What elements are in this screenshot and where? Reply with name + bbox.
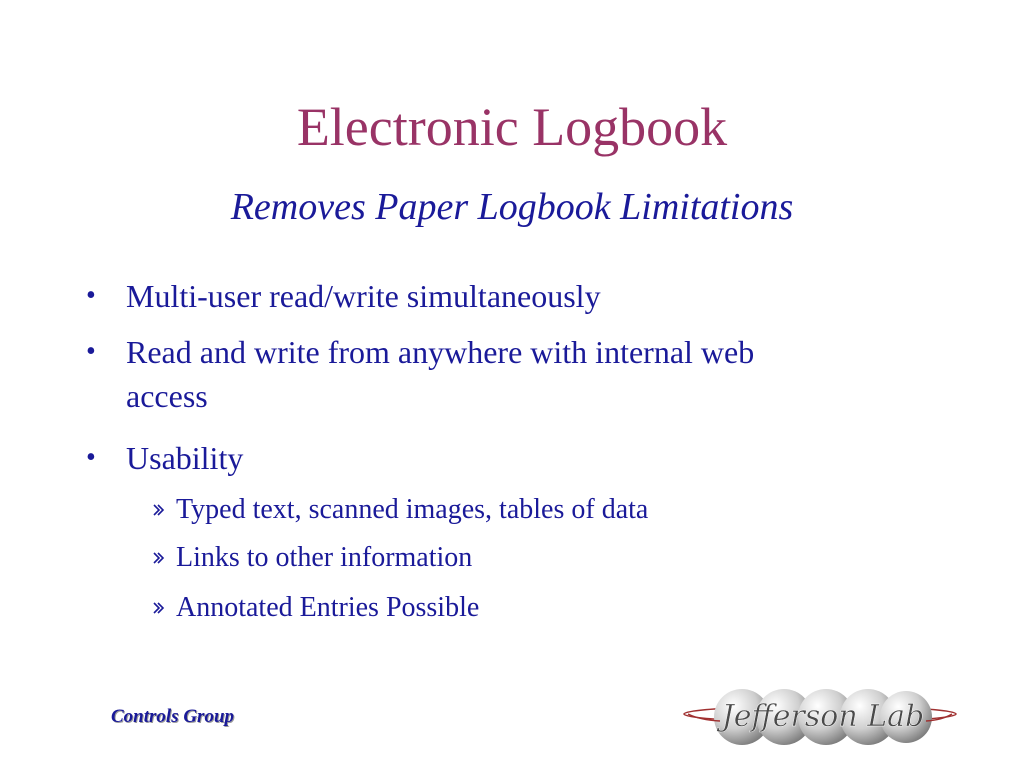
jefferson-lab-logo bbox=[680, 680, 960, 754]
bullet-item bbox=[86, 330, 926, 418]
bullet-item bbox=[86, 436, 926, 480]
chevron-right-icon bbox=[152, 601, 166, 615]
bullet-dot-icon: • bbox=[86, 336, 96, 367]
sub-bullet-text: Typed text, scanned images, tables of data bbox=[176, 494, 649, 525]
sub-bullet-text: Annotated Entries Possible bbox=[176, 592, 480, 623]
bullet-text-line-1: Read and write from anywhere with internal web bbox=[126, 334, 755, 370]
bullet-text: Multi-user read/write simultaneously bbox=[126, 278, 601, 314]
bullet-dot-icon: • bbox=[86, 442, 96, 473]
bullet-item bbox=[86, 274, 926, 318]
sub-bullet-item bbox=[176, 540, 936, 576]
bullet-text-line-2: access bbox=[126, 378, 208, 414]
sub-bullet-text: Links to other information bbox=[176, 542, 473, 573]
chevron-right-icon bbox=[152, 503, 166, 517]
sub-bullet-item bbox=[176, 590, 936, 626]
slide-subtitle: Removes Paper Logbook Limitations bbox=[230, 186, 794, 228]
bullet-dot-icon: • bbox=[86, 280, 96, 311]
logo-text: Jefferson Lab bbox=[721, 699, 925, 734]
bullet-text: Usability bbox=[126, 440, 244, 476]
slide-title: Electronic Logbook bbox=[296, 97, 728, 157]
controls-group-label: Controls Group bbox=[111, 706, 235, 727]
chevron-right-icon bbox=[152, 551, 166, 565]
sub-bullet-item bbox=[176, 492, 936, 528]
